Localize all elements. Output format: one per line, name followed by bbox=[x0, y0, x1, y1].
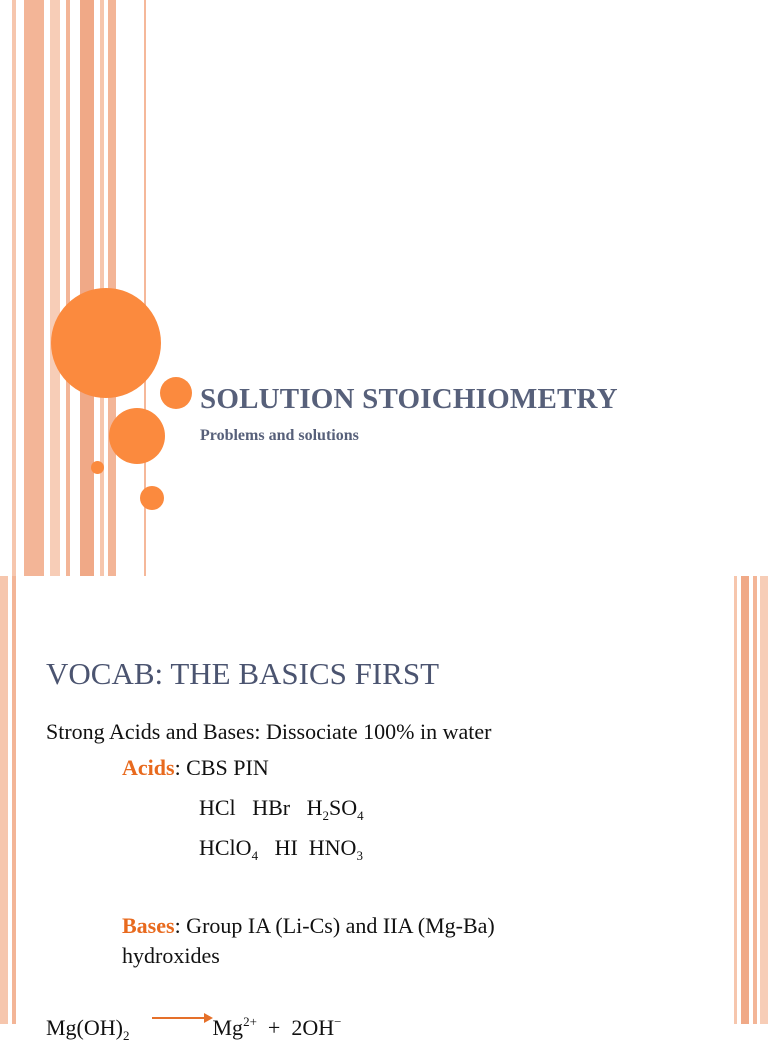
decor-stripe bbox=[0, 576, 8, 1024]
equation-reactant: $Mg(OH)_2$ bbox=[46, 1015, 130, 1043]
formula-hno3: $HNO_3$ bbox=[308, 835, 363, 863]
acids-text: : CBS PIN bbox=[174, 755, 269, 780]
slide-subtitle: Problems and solutions bbox=[200, 427, 359, 444]
content-slide bbox=[0, 576, 768, 1043]
decor-stripe bbox=[24, 0, 44, 576]
decor-stripe bbox=[12, 0, 16, 576]
acids-label: Acids bbox=[122, 755, 175, 780]
decor-stripe bbox=[50, 0, 60, 576]
bases-label: Bases bbox=[122, 913, 175, 938]
acids-line bbox=[122, 754, 269, 782]
acids-row-1 bbox=[199, 794, 364, 822]
decor-stripe bbox=[66, 0, 70, 576]
slide-title: SOLUTION STOICHIOMETRY bbox=[200, 383, 618, 415]
decor-circle-medium bbox=[109, 408, 165, 464]
decor-stripe bbox=[760, 576, 768, 1024]
bases-text: : Group IA (Li-Cs) and IIA (Mg-Ba) bbox=[174, 913, 495, 938]
reaction-arrow bbox=[152, 1017, 204, 1019]
formula-hcl: HCl bbox=[199, 795, 236, 820]
decor-stripe bbox=[741, 576, 749, 1024]
decor-circle-tiny bbox=[91, 461, 104, 474]
formula-hi: HI bbox=[274, 835, 298, 860]
decor-stripe bbox=[12, 576, 16, 1024]
bases-line-2: hydroxides bbox=[122, 943, 220, 968]
equation-plus: + bbox=[267, 1015, 281, 1040]
decor-circle-small bbox=[140, 486, 164, 510]
bases-line bbox=[122, 912, 495, 940]
formula-hbr: HBr bbox=[252, 795, 291, 820]
decor-circle-large bbox=[51, 288, 161, 398]
reaction-arrow-head bbox=[204, 1013, 213, 1023]
slide-title: VOCAB: THE BASICS FIRST bbox=[46, 656, 440, 691]
equation-product-oh: 2OH− bbox=[291, 1014, 342, 1040]
decor-stripe bbox=[80, 0, 94, 576]
intro-text: Strong Acids and Bases: Dissociate 100% in water bbox=[46, 719, 492, 744]
formula-h2so4: $H_2SO_4$ bbox=[306, 795, 364, 823]
decor-stripe bbox=[734, 576, 737, 1024]
equation-product-mg: $Mg^{2+}$ bbox=[212, 1014, 257, 1040]
formula-hclo4: HClO$_4$ bbox=[199, 835, 259, 863]
decor-stripe bbox=[753, 576, 757, 1024]
acids-row-2 bbox=[199, 834, 363, 862]
decor-circle-small bbox=[160, 377, 192, 409]
